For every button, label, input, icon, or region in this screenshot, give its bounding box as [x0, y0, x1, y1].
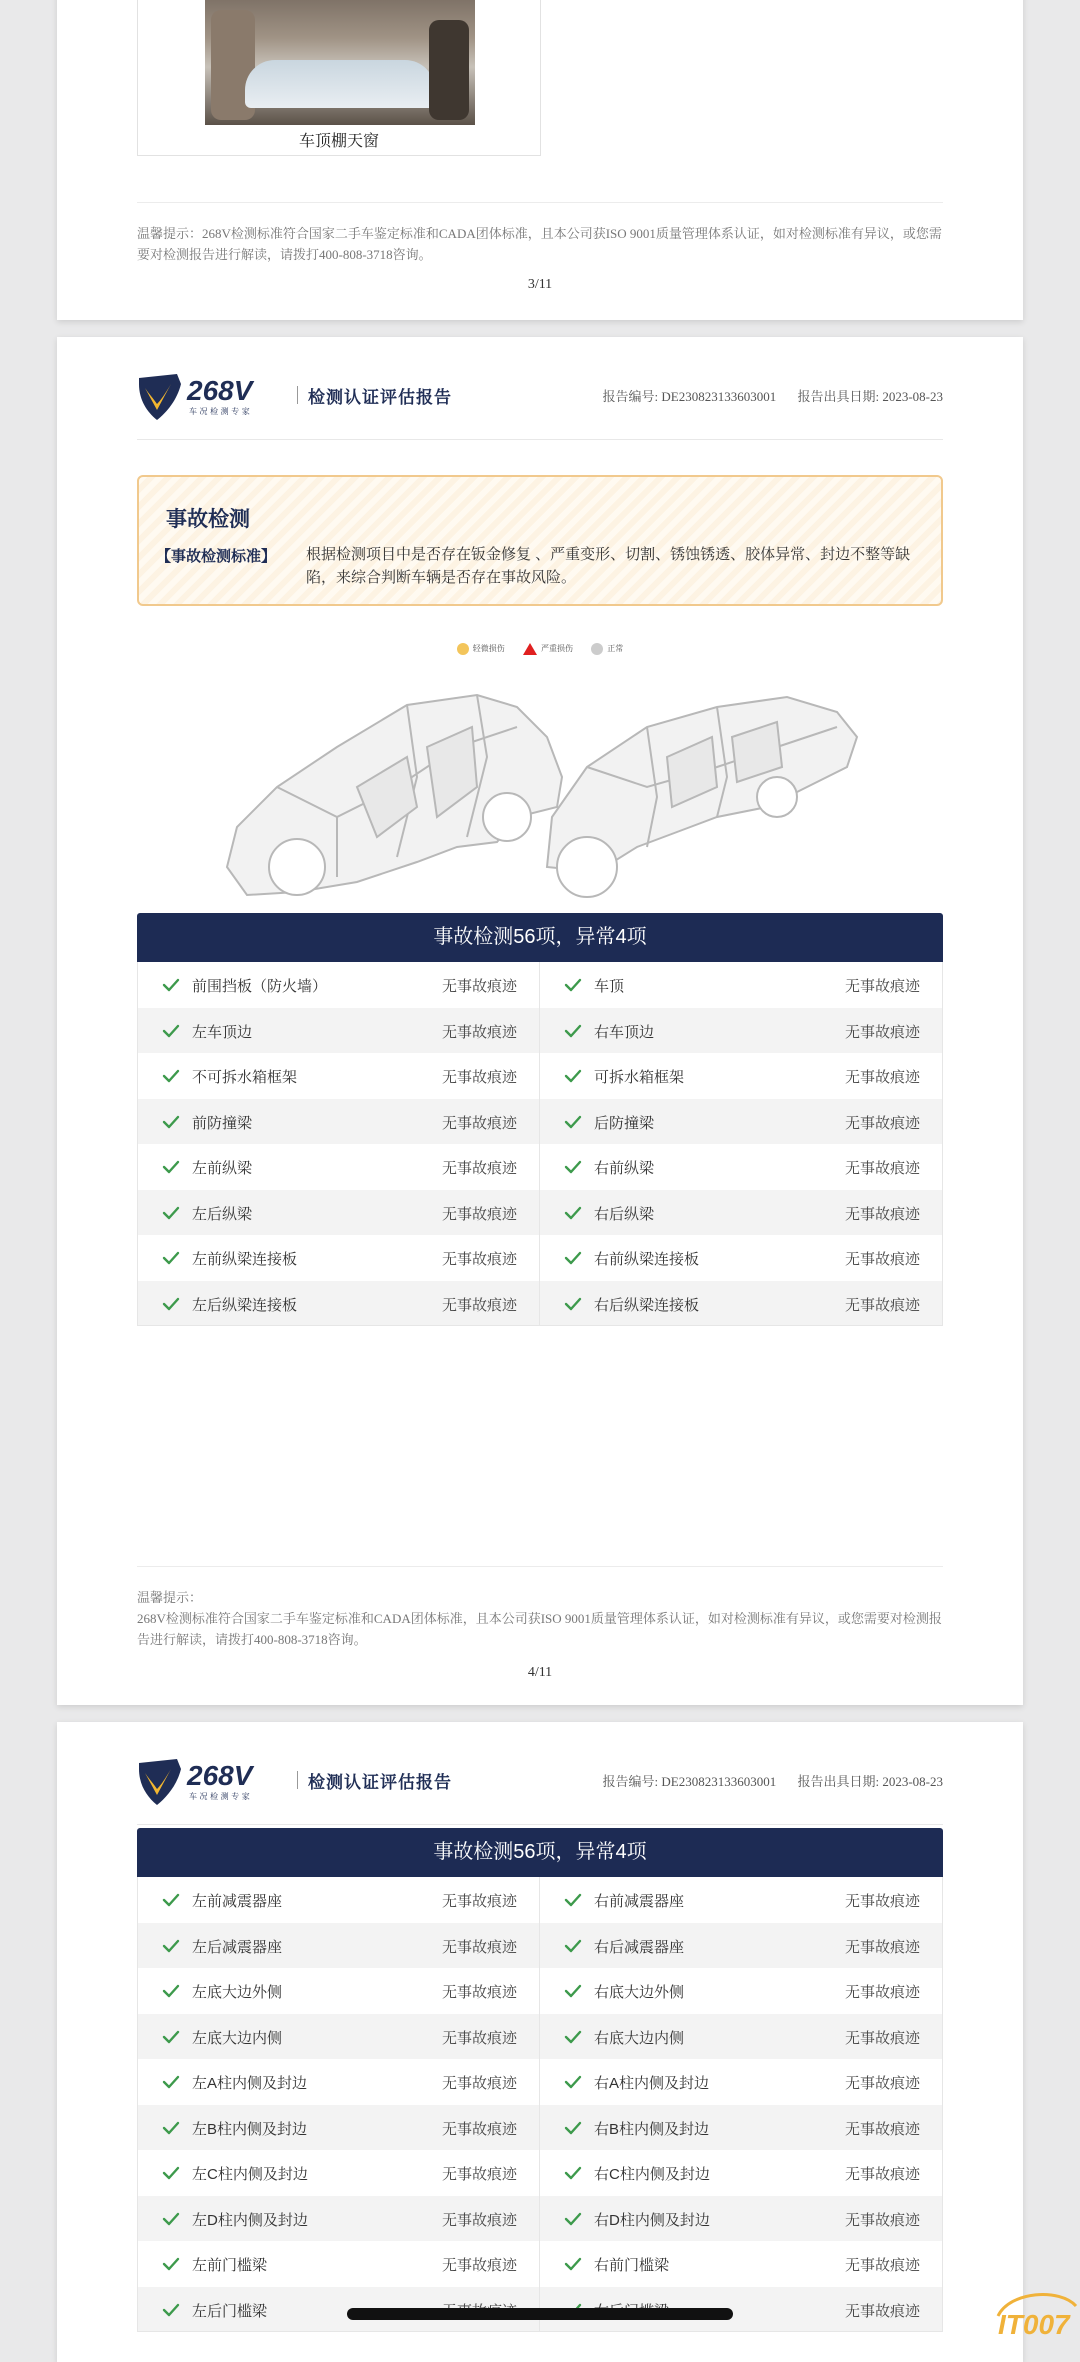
check-item-status: 无事故痕迹	[441, 2257, 517, 2274]
check-item-right[interactable]	[540, 1099, 942, 1145]
table-body	[137, 1877, 943, 2332]
check-item-status: 无事故痕迹	[441, 2166, 517, 2183]
check-item-status: 无事故痕迹	[844, 1893, 920, 1910]
home-indicator[interactable]	[347, 2308, 733, 2320]
check-item-status: 无事故痕迹	[441, 1205, 517, 1223]
check-item-left[interactable]	[138, 2196, 540, 2242]
report-page-4	[57, 337, 1023, 1705]
check-item-right[interactable]	[540, 1877, 942, 1923]
check-item-name: 左C柱内侧及封边	[192, 2166, 308, 2183]
check-item-right[interactable]	[540, 2059, 942, 2105]
check-item-left[interactable]	[138, 1144, 540, 1190]
page-number: 3/11	[527, 277, 553, 292]
severe-damage-icon	[523, 643, 537, 655]
check-item-name: 右底大边外侧	[594, 1984, 685, 2001]
check-item-right[interactable]	[540, 1235, 942, 1281]
check-icon	[564, 2119, 582, 2137]
sunroof-photo[interactable]	[205, 0, 475, 125]
check-icon	[564, 1204, 582, 1222]
check-item-left[interactable]	[138, 2241, 540, 2287]
check-item-name: 右A柱内侧及封边	[594, 2075, 710, 2092]
check-item-right[interactable]	[540, 2150, 942, 2196]
check-item-right[interactable]	[540, 1281, 942, 1326]
check-icon	[564, 1067, 582, 1085]
check-icon	[564, 2028, 582, 2046]
check-item-left[interactable]	[138, 1008, 540, 1054]
check-item-name: 左底大边外侧	[192, 1984, 283, 2001]
table-row	[137, 962, 943, 1008]
table-body	[137, 962, 943, 1326]
check-item-name: 右后减震器座	[594, 1938, 685, 1956]
check-item-status: 无事故痕迹	[844, 2166, 920, 2183]
check-item-right[interactable]	[540, 1008, 942, 1054]
check-item-name: 右前门槛梁	[594, 2257, 670, 2274]
check-item-left[interactable]	[138, 2150, 540, 2196]
check-icon	[564, 1113, 582, 1131]
check-icon	[162, 2255, 180, 2273]
check-item-status: 无事故痕迹	[844, 1296, 920, 1314]
table-row	[137, 2105, 943, 2151]
table-row	[137, 1968, 943, 2014]
check-item-right[interactable]	[540, 1190, 942, 1236]
check-item-status: 无事故痕迹	[844, 2211, 920, 2229]
check-icon	[162, 2028, 180, 2046]
report-date: 报告出具日期: 2023-08-23	[797, 389, 943, 404]
brand-subtitle: 车 况 检 测 专 家	[189, 1792, 250, 1801]
check-icon	[162, 2119, 180, 2137]
check-item-status: 无事故痕迹	[844, 1251, 920, 1268]
check-item-left[interactable]	[138, 1968, 540, 2014]
check-icon	[162, 1295, 180, 1313]
check-icon	[162, 1982, 180, 2000]
check-item-right[interactable]	[540, 2105, 942, 2151]
check-item-name: 左车顶边	[192, 1023, 253, 1041]
report-date: 报告出具日期: 2023-08-23	[797, 1774, 943, 1789]
report-page-5	[57, 1722, 1023, 2362]
check-item-status: 无事故痕迹	[441, 1893, 517, 1910]
check-item-status: 无事故痕迹	[441, 1984, 517, 2001]
check-item-status: 无事故痕迹	[441, 2120, 517, 2138]
check-item-status: 无事故痕迹	[441, 1069, 517, 1086]
check-item-status: 无事故痕迹	[441, 1023, 517, 1041]
check-item-left[interactable]	[138, 1053, 540, 1099]
check-icon	[162, 1067, 180, 1085]
check-item-status: 无事故痕迹	[844, 2257, 920, 2274]
check-icon	[564, 976, 582, 994]
report-title: 检测认证评估报告	[308, 388, 452, 407]
table-row	[137, 1235, 943, 1281]
report-page-3	[57, 0, 1023, 320]
check-item-status: 无事故痕迹	[441, 1251, 517, 1268]
check-item-status: 无事故痕迹	[441, 2075, 517, 2092]
check-item-name: 可拆水箱框架	[594, 1069, 685, 1086]
check-item-status: 无事故痕迹	[844, 1160, 920, 1177]
brand-logo	[137, 1755, 287, 1807]
check-item-status: 无事故痕迹	[844, 1984, 920, 2001]
check-item-name: 左后纵梁	[192, 1205, 253, 1223]
check-item-name: 右前减震器座	[594, 1893, 685, 1910]
table-row	[137, 2014, 943, 2060]
warm-tip	[137, 1566, 943, 1650]
normal-icon	[591, 643, 603, 655]
check-item-name: 后防撞梁	[594, 1114, 655, 1132]
check-item-left[interactable]	[138, 1190, 540, 1236]
check-item-status: 无事故痕迹	[441, 2211, 517, 2229]
table-row	[137, 1281, 943, 1327]
table-title: 事故检测56项，异常4项	[137, 1828, 943, 1877]
photo-caption: 车顶棚天窗	[298, 133, 379, 150]
standard-label: 【事故检测标准】	[156, 548, 277, 565]
minor-damage-icon	[457, 643, 469, 655]
check-item-status: 无事故痕迹	[441, 1160, 517, 1177]
watermark-logo	[990, 2286, 1080, 2341]
check-item-status: 无事故痕迹	[844, 1023, 920, 1041]
check-icon	[162, 1204, 180, 1222]
report-number: 报告编号: DE230823133603001	[602, 1774, 777, 1789]
check-item-name: 左后门槛梁	[192, 2302, 268, 2320]
check-item-name: 右D柱内侧及封边	[594, 2211, 710, 2229]
report-meta	[585, 1771, 943, 1790]
brand-subtitle: 车 况 检 测 专 家	[189, 407, 250, 416]
check-icon	[162, 1022, 180, 1040]
photo-card	[137, 0, 541, 156]
brand-logo	[137, 370, 287, 422]
check-icon	[162, 976, 180, 994]
check-item-name: 右C柱内侧及封边	[594, 2166, 710, 2183]
check-item-left[interactable]	[138, 1099, 540, 1145]
check-item-name: 左底大边内侧	[192, 2029, 283, 2047]
check-item-right[interactable]	[540, 1923, 942, 1969]
check-item-name: 左前减震器座	[192, 1893, 283, 1910]
check-item-name: 车顶	[594, 978, 625, 995]
check-item-name: 左后减震器座	[192, 1938, 283, 1956]
car-frame-diagram[interactable]	[217, 667, 867, 907]
report-number: 报告编号: DE230823133603001	[602, 389, 777, 404]
check-icon	[564, 2210, 582, 2228]
check-item-name: 左D柱内侧及封边	[192, 2211, 308, 2229]
table-row	[137, 2059, 943, 2105]
check-item-left[interactable]	[138, 962, 540, 1008]
check-icon	[162, 1937, 180, 1955]
check-icon	[564, 1982, 582, 2000]
damage-legend: 轻微损伤 严重损伤 正常	[57, 643, 1023, 655]
check-item-status: 无事故痕迹	[441, 2029, 517, 2047]
check-icon	[162, 2301, 180, 2319]
check-item-name: 左前纵梁连接板	[192, 1251, 298, 1268]
section-title: 事故检测	[166, 508, 250, 531]
brand-name: 268V	[187, 375, 253, 406]
check-item-right[interactable]	[540, 962, 942, 1008]
table-row	[137, 1099, 943, 1145]
check-icon	[564, 2255, 582, 2273]
table-row	[137, 2196, 943, 2242]
check-icon	[564, 2073, 582, 2091]
check-item-name: 右前纵梁连接板	[594, 1251, 700, 1268]
check-item-name: 右车顶边	[594, 1023, 655, 1041]
check-icon	[162, 1249, 180, 1267]
check-icon	[564, 1891, 582, 1909]
brand-name: 268V	[187, 1760, 253, 1791]
table-row	[137, 1008, 943, 1054]
check-item-status: 无事故痕迹	[844, 2029, 920, 2047]
table-title: 事故检测56项，异常4项	[137, 913, 943, 962]
check-icon	[162, 2210, 180, 2228]
check-item-status: 无事故痕迹	[844, 2302, 920, 2320]
check-item-status: 无事故痕迹	[441, 1296, 517, 1314]
report-title: 检测认证评估报告	[308, 1773, 452, 1792]
warm-tip-text: 268V检测标准符合国家二手车鉴定标准和CADA团体标准，且本公司获ISO 9001质量管理体系认证，如对检测标准有异议，或您需要对检测报告进行解读，请拨打400-808-3718咨询。	[137, 1611, 942, 1647]
check-item-name: 左B柱内侧及封边	[192, 2120, 308, 2138]
check-item-status: 无事故痕迹	[844, 2120, 920, 2138]
check-item-name: 右后纵梁	[594, 1205, 655, 1223]
check-icon	[564, 1249, 582, 1267]
check-item-left[interactable]	[138, 1923, 540, 1969]
check-icon	[564, 2164, 582, 2182]
check-item-status: 无事故痕迹	[844, 1069, 920, 1086]
check-item-name: 前围挡板（防火墙）	[192, 978, 328, 995]
check-item-status: 无事故痕迹	[844, 978, 920, 995]
check-icon	[564, 1937, 582, 1955]
table-row	[137, 1053, 943, 1099]
check-item-status: 无事故痕迹	[441, 1114, 517, 1132]
check-icon	[564, 1158, 582, 1176]
table-row	[137, 1190, 943, 1236]
check-item-right[interactable]	[540, 2241, 942, 2287]
check-item-name: 左A柱内侧及封边	[192, 2075, 308, 2092]
check-item-right[interactable]	[540, 2014, 942, 2060]
accident-check-table	[137, 1828, 943, 2332]
check-item-right[interactable]	[540, 1144, 942, 1190]
check-item-name: 右前纵梁	[594, 1160, 655, 1177]
check-item-name: 不可拆水箱框架	[192, 1069, 298, 1086]
page-number: 4/11	[527, 1665, 553, 1680]
svg-text:IT007: IT007	[998, 2309, 1070, 2340]
check-icon	[564, 1295, 582, 1313]
check-item-status: 无事故痕迹	[441, 1938, 517, 1956]
check-item-name: 前防撞梁	[192, 1114, 253, 1132]
check-item-status: 无事故痕迹	[844, 2075, 920, 2092]
check-item-status: 无事故痕迹	[844, 1938, 920, 1956]
accident-standard-box	[137, 475, 943, 606]
check-icon	[162, 1158, 180, 1176]
table-row	[137, 2150, 943, 2196]
check-item-status: 无事故痕迹	[844, 1114, 920, 1132]
check-icon	[162, 2073, 180, 2091]
table-row	[137, 1144, 943, 1190]
check-icon	[162, 2164, 180, 2182]
check-item-left[interactable]	[138, 2059, 540, 2105]
check-icon	[162, 1891, 180, 1909]
check-item-name: 右后纵梁连接板	[594, 1296, 700, 1314]
warm-tip: 温馨提示：268V检测标准符合国家二手车鉴定标准和CADA团体标准，且本公司获ISO 9001质量管理体系认证，如对检测标准有异议，或您需要对检测报告进行解读，请拨打400-808-3718咨询。	[137, 202, 943, 265]
table-row	[137, 2241, 943, 2287]
check-item-left[interactable]	[138, 1235, 540, 1281]
check-item-status: 无事故痕迹	[844, 1205, 920, 1223]
warm-tip-label: 温馨提示：	[137, 1590, 203, 1605]
check-item-name: 左前门槛梁	[192, 2257, 268, 2274]
report-header	[137, 1755, 943, 1825]
report-header	[137, 370, 943, 440]
check-item-status: 无事故痕迹	[441, 978, 517, 995]
check-item-left[interactable]	[138, 2105, 540, 2151]
check-icon	[564, 1022, 582, 1040]
check-item-left[interactable]	[138, 1877, 540, 1923]
check-item-left[interactable]	[138, 1281, 540, 1326]
table-row	[137, 1923, 943, 1969]
check-item-right[interactable]	[540, 2196, 942, 2242]
check-icon	[162, 1113, 180, 1131]
check-item-name: 右B柱内侧及封边	[594, 2120, 710, 2138]
check-item-name: 右底大边内侧	[594, 2029, 685, 2047]
check-item-name: 左前纵梁	[192, 1160, 253, 1177]
check-item-name: 左后纵梁连接板	[192, 1296, 298, 1314]
check-item-right[interactable]	[540, 1053, 942, 1099]
standard-text: 根据检测项目中是否存在钣金修复 、严重变形、切割、锈蚀锈透、胶体异常、封边不整等缺陷，来综合判断车辆是否存在事故风险。	[306, 546, 911, 586]
check-item-right[interactable]	[540, 1968, 942, 2014]
report-meta	[585, 386, 943, 405]
check-item-left[interactable]	[138, 2014, 540, 2060]
accident-check-table	[137, 913, 943, 1326]
table-row	[137, 1877, 943, 1923]
